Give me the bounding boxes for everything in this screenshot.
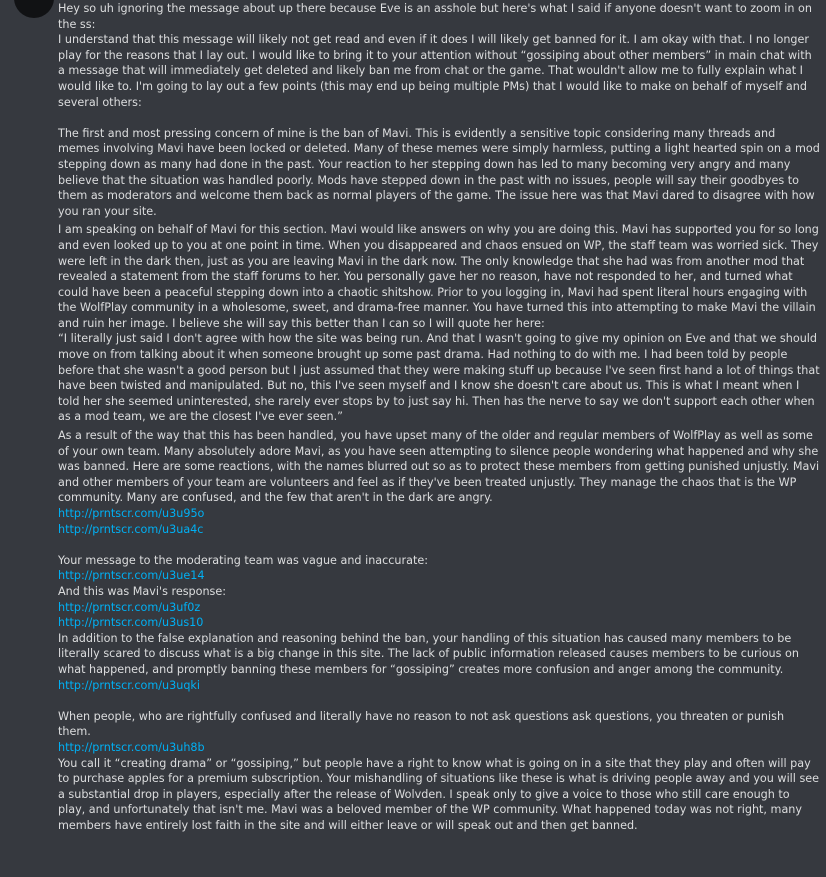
- blank-line: [58, 537, 820, 553]
- chat-message-content: [58, 1, 824, 833]
- message-line-moderating-team: Your message to the moderating team was vague and inaccurate:: [58, 553, 429, 567]
- link-screenshot-2[interactable]: http://prntscr.com/u3ua4c: [58, 522, 204, 536]
- message-paragraph-false-explanation: In addition to the false explanation and reasoning behind the ban, your handling of this situation has caused many members to be literally scared to discuss what is a big change in this site. The lack of public information released causes members to be curious on what happened, and promptly banning these members for “gossiping” creates more confusion and anger among the community.: [58, 631, 803, 676]
- message-paragraph-opening: I understand that this message will likely not get read and even if it does I will likely get banned for it. I am okay with that. I no longer play for the reasons that I lay out. I would like to bring it to your attention without “gossiping about other members” in main chat with a message that will immediately get deleted and likely ban me from chat or the game. That wouldn't allow me to fully explain what I would like to. I'm going to lay out a few points (this may end up being multiple PMs) that I would like to make on behalf of myself and several others:: [58, 33, 816, 109]
- link-screenshot-7[interactable]: http://prntscr.com/u3uh8b: [58, 740, 205, 754]
- message-paragraph-closing: You call it “creating drama” or “gossiping,” but people have a right to know what is going on in a site that they play and often will pay to purchase apples for a premium subscription. Your mishandling of situations like these is what is driving people away and you will see a substantial drop in players, especially after the release of Wolvden. I speak only to give a voice to those who still care enough to play, and unfortunately that isn't me. Mavi was a beloved member of the WP community. What happened today was not right, many members have entirely lost faith in the site and will either leave or will speak out and then get banned.: [58, 756, 823, 832]
- message-paragraph-ban-concern: The first and most pressing concern of mine is the ban of Mavi. This is evidently a sensitive topic considering many threads and memes involving Mavi have been locked or deleted. Many of these memes were simply harmless, putting a light hearted spin on a mod stepping down as many had done in the past. Your reaction to her stepping down has led to many becoming very angry and many believe that the situation was handled poorly. Mods have stepped down in the past with no issues, people will say their goodbyes to them as moderators and welcome them back as normal players of the game. The issue here was that Mavi dared to disagree with how you ran your site.: [58, 126, 824, 218]
- message-paragraph-mavi-behalf: I am speaking on behalf of Mavi for this section. Mavi would like answers on why you are doing this. Mavi has supported you for so long and even looked up to you at one point in time. When you disappeared and chaos ensued on WP, the staff team was worried sick. They were left in the dark then, just as you are leaving Mavi in the dark now. The only knowledge that she had was from another mod that revealed a statement from the staff forums to her. You personally gave her no reason, have not responded to her, and turned what could have been a peaceful stepping down into a chaotic shitshow. Prior to you logging in, Mavi had spent literal hours engaging with the WolfPlay community in a wholesome, sweet, and drama-free manner. You have turned this into attempting to make Mavi the villain and ruin her image. I believe she will say this better than I can so I will quote her here:: [58, 223, 823, 330]
- message-line-confused-people: When people, who are rightfully confused and literally have no reason to not ask questions ask questions, you threaten or punish them.: [58, 709, 788, 739]
- link-screenshot-3[interactable]: http://prntscr.com/u3ue14: [58, 569, 205, 583]
- link-screenshot-6[interactable]: http://prntscr.com/u3uqki: [58, 678, 201, 692]
- blank-line: [58, 693, 820, 709]
- message-paragraph-result: As a result of the way that this has been handled, you have upset many of the older and regular members of WolfPlay as well as some of your own team. Many absolutely adore Mavi, as you have seen attempting to silence people wondering what happened and why she was banned. Here are some reactions, with the names blurred out so as to protect these members from getting punished unjustly. Mavi and other members of your team are volunteers and feel as if they've been treated unjustly. They manage the chaos that is the WP community. Many are confused, and the few that aren't in the dark are angry.: [58, 429, 823, 505]
- message-line-mavi-response: And this was Mavi's response:: [58, 584, 227, 598]
- message-quote-mavi: “I literally just said I don't agree with how the site was being run. And that I wasn't going to give my opinion on Eve and that we should move on from talking about it when someone brought up some past drama. Had nothing to do with me. I had been told by people before that she wasn't a good person but I just assumed that they were making stuff up because I've seen first hand a lot of things that have been twisted and manipulated. But no, this I've seen myself and I know she doesn't care about us. This is what I meant when I told her she seemed uninterested, she rarely ever stops by to just say hi. Then has the nerve to say we don't support each other when as a mod team, we are the closest I've ever seen.”: [58, 332, 824, 424]
- link-screenshot-1[interactable]: http://prntscr.com/u3u95o: [58, 507, 205, 520]
- blank-line: [58, 110, 820, 126]
- message-line-intro: Hey so uh ignoring the message about up there because Eve is an asshole but here's what I said if anyone doesn't want to zoom in on the ss:: [58, 2, 816, 31]
- link-screenshot-5[interactable]: http://prntscr.com/u3us10: [58, 616, 204, 630]
- link-screenshot-4[interactable]: http://prntscr.com/u3uf0z: [58, 600, 201, 614]
- avatar[interactable]: [14, 0, 54, 18]
